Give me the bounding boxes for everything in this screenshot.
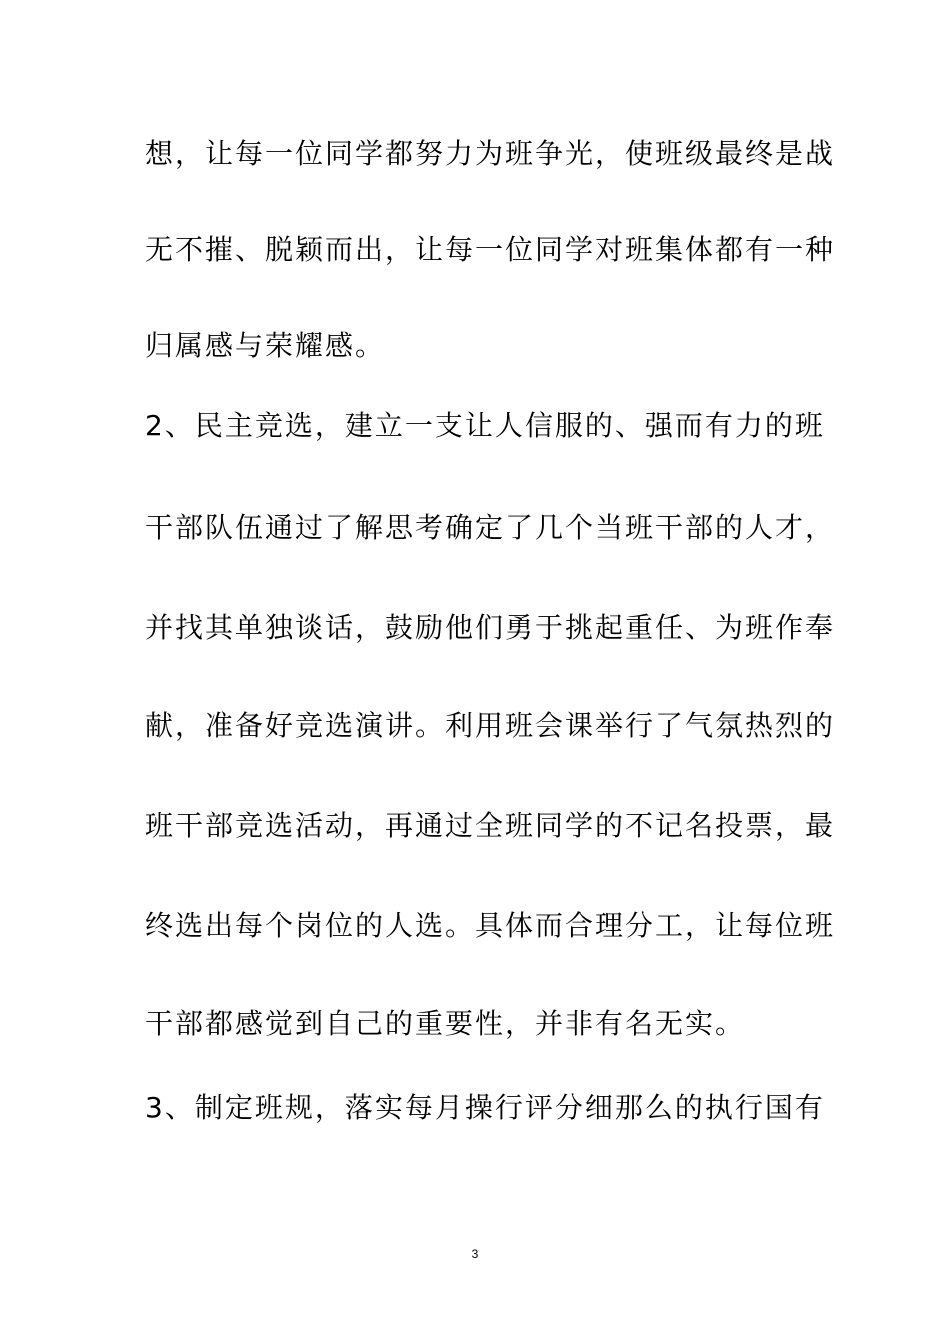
text-line: 献，准备好竞选演讲。利用班会课举行了气氛热烈的 [145,709,836,742]
text-line: 并找其单独谈话，鼓励他们勇于挑起重任、为班作奉 [145,611,836,644]
text-line: 干部都感觉到自己的重要性，并非有名无实。 [145,1007,746,1040]
text-line: 无不摧、脱颖而出，让每一位同学对班集体都有一种 [145,233,836,266]
text-line: 3、制定班规，落实每月操行评分细那么的执行国有 [145,1091,825,1124]
text-line: 终选出每个岗位的人选。具体而合理分工，让每位班 [145,909,836,942]
page-number: 3 [471,1247,479,1261]
text-line: 干部队伍通过了解思考确定了几个当班干部的人才， [145,511,836,544]
text-line: 2、民主竞选，建立一支让人信服的、强而有力的班 [145,409,825,442]
text-line: 班干部竞选活动，再通过全班同学的不记名投票，最 [145,809,836,842]
text-line: 想，让每一位同学都努力为班争光，使班级最终是战 [145,137,836,170]
text-line: 归属感与荣耀感。 [145,329,386,362]
